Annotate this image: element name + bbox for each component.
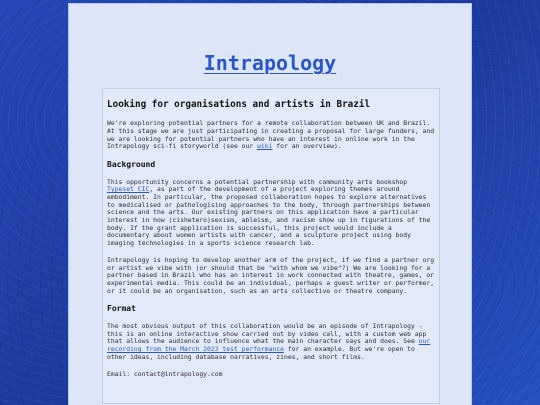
wiki-link[interactable]: wiki: [257, 142, 273, 151]
article-card: [102, 88, 440, 404]
intro-paragraph: [107, 120, 435, 151]
format-text-start: The most obvious output of this collaboration would be an episode of Intrapology - this is an online interactive show carried out by video call, with a custom web app that allows the audience to influence what the main character says and does. See: [107, 322, 427, 346]
content-column: [68, 3, 472, 405]
background-text-end: , as part of the development of a project exploring themes around embodiment. In particular, the proposed collaboration hopes to explore alternatives to medicalised or pathologising approaches to the body, through partnerships between science and the arts. Our existing partners on this application have a particular interest in how (cishetero)sexism, ableism, and racism show up in figurations of the body. If the grant application is successful, this project would include a documentary about women artists with cancer, and a sculpture project using body imaging technologies in a sports science research lab.: [107, 185, 431, 248]
format-paragraph: [107, 323, 435, 362]
contact-email: Email: contact@intrapology.com: [107, 369, 223, 378]
format-heading: Format: [107, 304, 136, 314]
typeset-cic-link[interactable]: Typeset CIC: [107, 185, 150, 194]
format-text-end: for an example. But we're open to other ideas, including database narratives, zines, and short films.: [107, 345, 415, 361]
article-heading: Looking for organisations and artists in Brazil: [107, 99, 371, 110]
background-paragraph-2: Intrapology is hoping to develop another arm of the project, if we find a partner org or artist we vibe with (or should that be "with whom we vibe"?) We are looking for a partner based in Brazil who has an interest in work connected with theatre, games, or experimental media. This could be an individual, perhaps a guest writer or performer, or it could be an organisation, such as an arts collective or theatre company.: [107, 255, 435, 295]
site-title-link[interactable]: Intrapology: [203, 51, 337, 75]
background-paragraph-1: [107, 179, 435, 248]
intro-text-end: for an overview).: [272, 142, 342, 151]
intro-text-start: We're exploring potential partners for a remote collaboration between UK and Brazil. At this stage we are just participating in creating a proposal for large funders, and we are looking for potential partners who have an interest in online work in the Intrapology sci-fi storyworld (see our: [107, 119, 435, 151]
background-heading: Background: [107, 159, 156, 169]
background-text-start: This opportunity concerns a potential partnership with community arts bookshop: [107, 177, 408, 186]
test-performance-recording-link[interactable]: our recording from the March 2023 test performance: [107, 337, 431, 354]
